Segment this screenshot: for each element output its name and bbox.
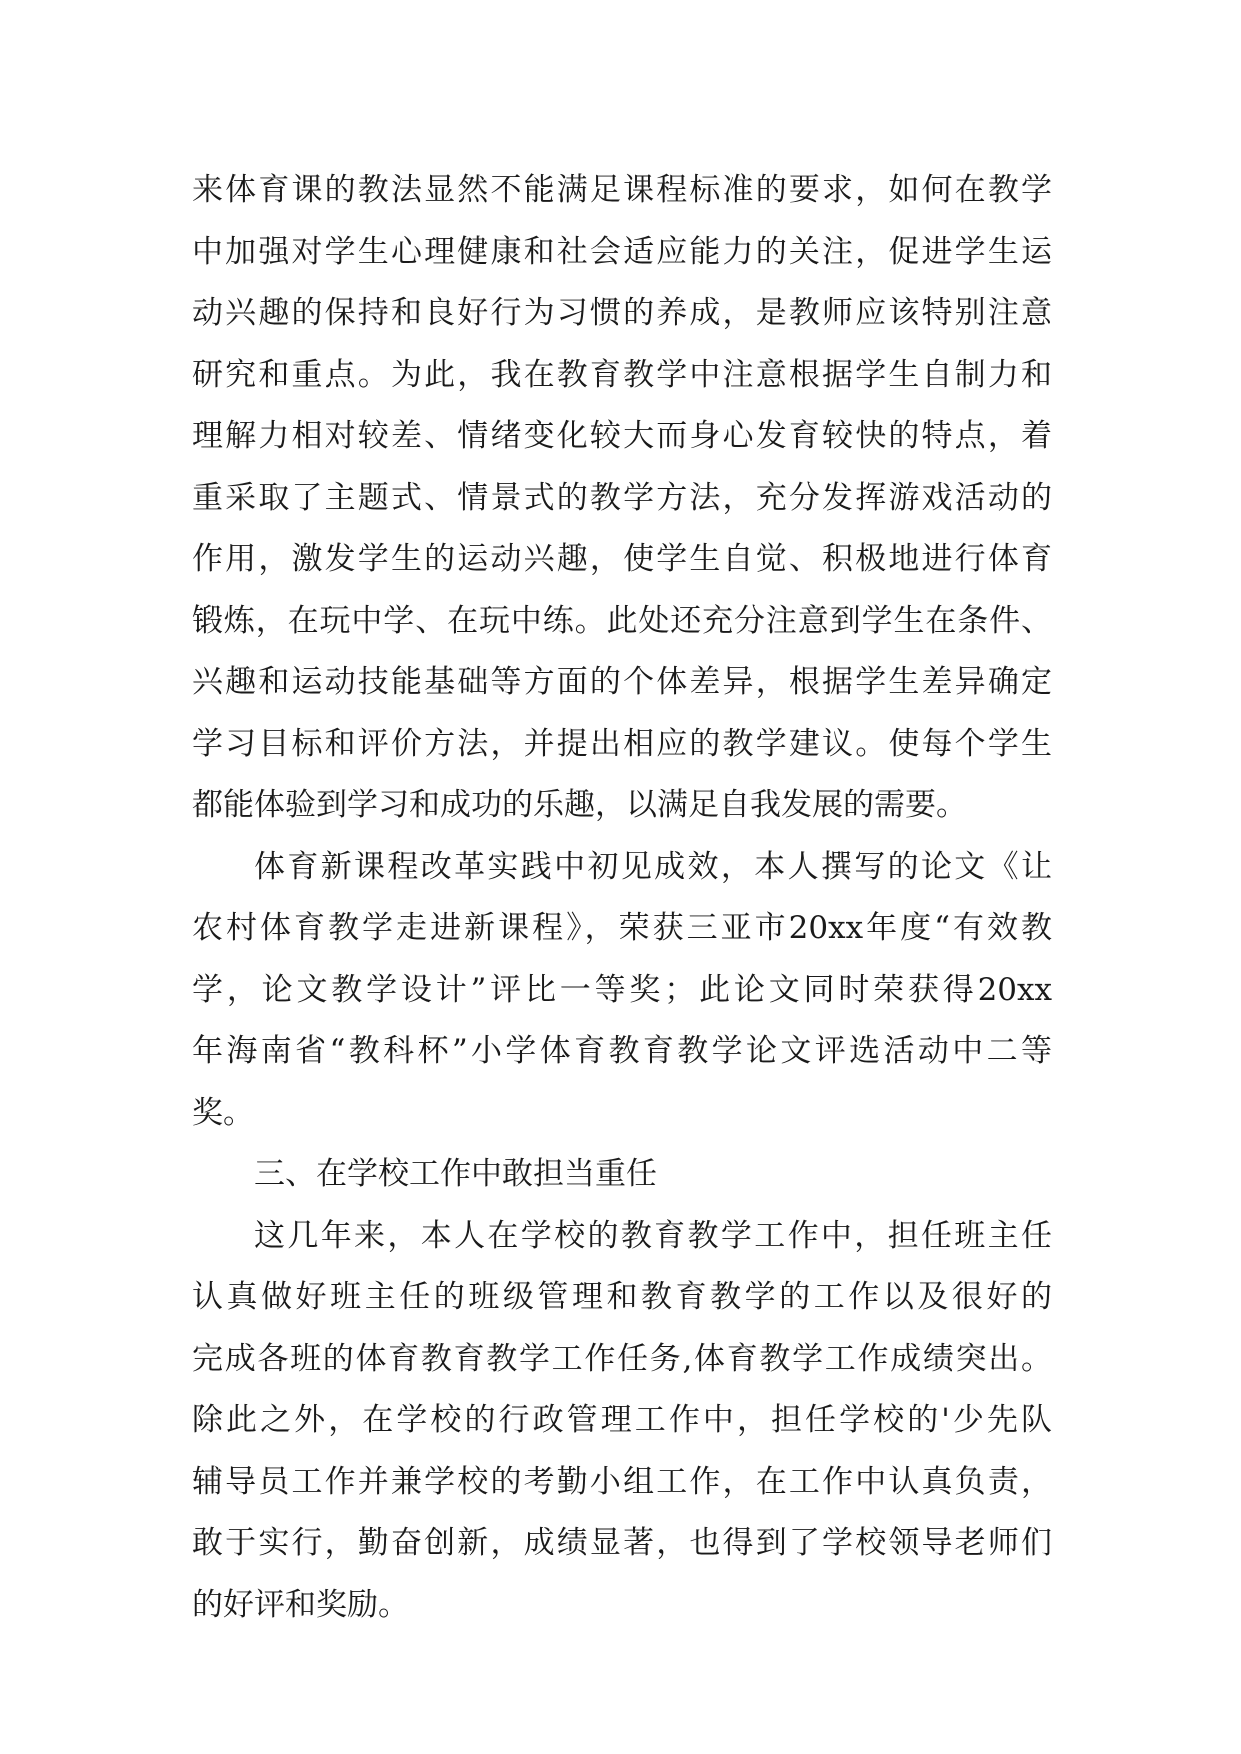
text-line: 锻炼，在玩中学、在玩中练。此处还充分注意到学生在条件、 [192,602,1052,639]
text-line: 这几年来，本人在学校的教育教学工作中，担任班主任 [254,1217,1052,1254]
text-line: 作用，激发学生的运动兴趣，使学生自觉、积极地进行体育 [192,541,1052,577]
text-line: 完成各班的体育教育教学工作任务,体育教学工作成绩突出。 [192,1340,1052,1377]
text-line: 研究和重点。为此，我在教育教学中注意根据学生自制力和 [192,356,1052,393]
section-heading: 三、在学校工作中敢担当重任 [254,1156,657,1192]
text-line: 都能体验到学习和成功的乐趣，以满足自我发展的需要。 [192,787,967,823]
text-line: 的好评和奖励。 [192,1586,409,1623]
text-line: 学，论文教学设计”评比一等奖；此论文同时荣获得20xx [192,971,1052,1008]
text-line: 重采取了主题式、情景式的教学方法，充分发挥游戏活动的 [192,479,1052,516]
paragraph-3 [192,1206,1052,1637]
text-line: 除此之外，在学校的行政管理工作中，担任学校的'少先队 [192,1402,1052,1438]
text-line: 理解力相对较差、情绪变化较大而身心发育较快的特点，着 [192,418,1052,454]
text-line: 认真做好班主任的班级管理和教育教学的工作以及很好的 [192,1279,1052,1315]
text-line: 年海南省“教科杯”小学体育教育教学论文评选活动中二等 [192,1033,1052,1069]
text-line: 辅导员工作并兼学校的考勤小组工作，在工作中认真负责， [192,1463,1052,1500]
paragraph-2 [192,837,1052,1145]
text-line: 动兴趣的保持和良好行为习惯的养成，是教师应该特别注意 [192,295,1052,331]
text-line: 奖。 [192,1094,254,1131]
text-line: 中加强对学生心理健康和社会适应能力的关注，促进学生运 [192,233,1052,270]
text-line: 农村体育教学走进新课程》，荣获三亚市20xx年度“有效教 [192,910,1052,946]
document-body [192,160,1052,1636]
text-line: 敢于实行，勤奋创新，成绩显著，也得到了学校领导老师们 [192,1525,1052,1561]
text-line: 兴趣和运动技能基础等方面的个体差异，根据学生差异确定 [192,664,1052,700]
text-line: 来体育课的教法显然不能满足课程标准的要求，如何在教学 [192,172,1052,208]
text-line: 体育新课程改革实践中初见成效，本人撰写的论文《让 [254,848,1052,885]
text-line: 学习目标和评价方法，并提出相应的教学建议。使每个学生 [192,725,1052,762]
paragraph-1 [192,160,1052,837]
